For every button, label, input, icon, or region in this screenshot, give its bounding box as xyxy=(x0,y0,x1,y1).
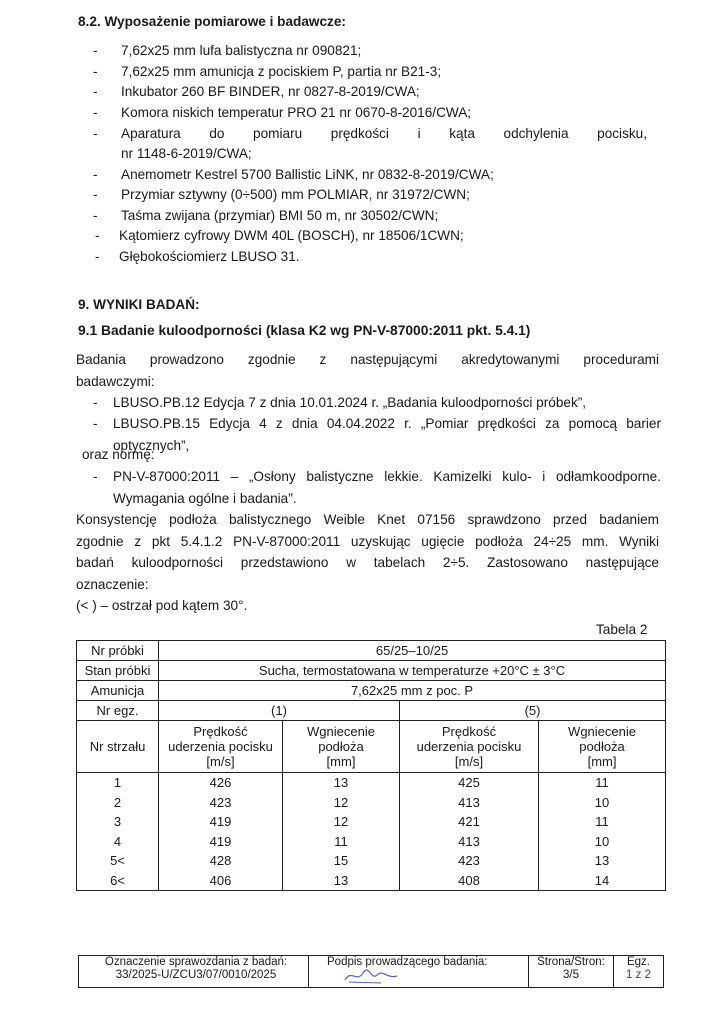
copy-number: (5) xyxy=(400,701,666,721)
header-line: Prędkość xyxy=(441,724,497,739)
velocity-cell: 428 xyxy=(159,851,283,871)
velocity-cell: 413 xyxy=(400,793,539,813)
body-line: oznaczenie: xyxy=(76,576,149,592)
body-line: Konsystencję podłoża balistycznego Weible Knet 07156 sprawdzono przed badaniem xyxy=(76,512,659,527)
table-header-row xyxy=(77,721,666,773)
velocity-cell: 419 xyxy=(159,832,283,852)
page-cell xyxy=(529,956,613,987)
indent-cell: 10 xyxy=(539,793,666,813)
velocity-cell: 406 xyxy=(159,871,283,891)
procedure-line: optycznych”, xyxy=(113,437,190,453)
column-header xyxy=(159,721,283,773)
procedure-line: LBUSO.PB.15 Edycja 4 z dnia 04.04.2022 r. „Pomiar prędkości za pomocą barier xyxy=(113,416,661,431)
list-dash: - xyxy=(93,469,98,484)
table-row xyxy=(77,871,666,891)
list-item-text: Przymiar sztywny (0÷500) mm POLMIAR, nr 31972/CWN; xyxy=(121,187,470,202)
velocity-cell: 423 xyxy=(400,851,539,871)
list-item-text: Komora niskich temperatur PRO 21 nr 0670-8-2016/CWA; xyxy=(121,105,472,120)
procedure-text: LBUSO.PB.12 Edycja 7 z dnia 10.01.2024 r. „Badania kuloodporności próbek”, xyxy=(113,395,587,410)
procedure-text xyxy=(113,413,661,456)
report-number: 33/2025-U/ZCU3/07/0010/2025 xyxy=(115,969,277,981)
list-item-text: Aparatura do pomiaru prędkości i kąta odchylenia pocisku, xyxy=(121,126,647,141)
copy-cell xyxy=(614,956,663,987)
section-9-1-heading: 9.1 Badanie kuloodporności (klasa K2 wg PN-V-87000:2011 pkt. 5.4.1) xyxy=(78,323,531,338)
table-row xyxy=(77,661,666,681)
section-8-2-heading: 8.2. Wyposażenie pomiarowe i badawcze: xyxy=(78,14,346,29)
body-line: zgodnie z pkt 5.4.1.2 PN-V-87000:2011 uzyskując ugięcie podłoża 24÷25 mm. Wyniki xyxy=(76,533,659,549)
header-line: Wgniecenie xyxy=(568,724,636,739)
column-header xyxy=(283,721,400,773)
velocity-cell: 419 xyxy=(159,812,283,832)
header-line: podłoża xyxy=(579,739,625,754)
header-line: [mm] xyxy=(326,754,356,769)
norm-line: PN-V-87000:2011 – „Osłony balistyczne lekkie. Kamizelki kulo- i odłamkoodporne. xyxy=(113,469,661,484)
header-line: podłoża xyxy=(318,739,364,754)
norm-text xyxy=(113,466,661,509)
list-dash: - xyxy=(93,84,98,99)
table-caption: Tabela 2 xyxy=(596,622,648,637)
page-value: 3/5 xyxy=(563,969,579,981)
table-row xyxy=(77,812,666,832)
header-line: uderzenia pocisku xyxy=(168,739,273,754)
norm-intro: oraz normę: xyxy=(82,447,155,462)
signature-cell xyxy=(327,956,507,987)
table-row xyxy=(77,773,666,793)
velocity-cell: 413 xyxy=(400,832,539,852)
list-dash: - xyxy=(93,126,98,141)
header-line: [m/s] xyxy=(206,754,235,769)
results-table xyxy=(76,640,666,891)
indent-cell: 11 xyxy=(539,812,666,832)
footer-divider xyxy=(308,956,309,987)
list-dash: - xyxy=(93,43,98,58)
indent-cell: 12 xyxy=(283,812,400,832)
velocity-cell: 426 xyxy=(159,773,283,793)
list-dash: - xyxy=(93,105,98,120)
list-dash: - xyxy=(93,187,98,202)
table-row xyxy=(77,793,666,813)
table-row xyxy=(77,832,666,852)
list-item-text: nr 1148-6-2019/CWA; xyxy=(121,146,252,161)
list-dash: - xyxy=(93,208,98,223)
body-line: badań kuloodporności przedstawiono w tabelach 2÷5. Zastosowano następujące xyxy=(76,555,659,570)
velocity-cell: 423 xyxy=(159,793,283,813)
table-row xyxy=(77,641,666,661)
column-header xyxy=(539,721,666,773)
shot-number: 5< xyxy=(77,851,159,871)
velocity-cell: 421 xyxy=(400,812,539,832)
page-footer xyxy=(78,955,664,988)
marker-note: (< ) – ostrzał pod kątem 30°. xyxy=(76,598,248,613)
signature-scribble-icon xyxy=(341,967,401,985)
copy-number: (1) xyxy=(159,701,400,721)
row-label: Nr próbki xyxy=(77,641,159,661)
row-label: Nr egz. xyxy=(77,701,159,721)
header-line: uderzenia pocisku xyxy=(416,739,522,754)
indent-cell: 10 xyxy=(539,832,666,852)
indent-cell: 11 xyxy=(283,832,400,852)
row-label: Stan próbki xyxy=(77,661,159,681)
header-line: [m/s] xyxy=(454,754,484,769)
signature-label: Podpis prowadzącego badania: xyxy=(327,956,488,968)
list-dash: - xyxy=(93,64,98,79)
header-line: Wgniecenie xyxy=(307,724,375,739)
report-id-cell xyxy=(84,956,308,987)
table-row xyxy=(77,681,666,701)
shot-number: 1 xyxy=(77,773,159,793)
intro-line: badawczymi: xyxy=(76,373,155,389)
shot-number: 6< xyxy=(77,871,159,891)
column-header xyxy=(400,721,539,773)
copy-value: 1 z 2 xyxy=(626,969,651,981)
list-item-text: Anemometr Kestrel 5700 Ballistic LiNK, nr 0832-8-2019/CWA; xyxy=(121,167,494,182)
intro-line: Badania prowadzono zgodnie z następującymi akredytowanymi procedurami xyxy=(76,352,659,367)
ammunition: 7,62x25 mm z poc. P xyxy=(159,681,666,701)
shot-number: 4 xyxy=(77,832,159,852)
indent-cell: 13 xyxy=(283,871,400,891)
list-item-text: Taśma zwijana (przymiar) BMI 50 m, nr 30502/CWN; xyxy=(121,208,439,223)
norm-line: Wymagania ogólne i badania”. xyxy=(113,490,297,506)
list-item-text: 7,62x25 mm lufa balistyczna nr 090821; xyxy=(121,43,362,58)
intro-paragraph xyxy=(76,349,659,392)
list-item-text: Głębokościomierz LBUSO 31. xyxy=(119,249,300,264)
body-paragraph xyxy=(76,509,659,595)
velocity-cell: 408 xyxy=(400,871,539,891)
list-dash: - xyxy=(93,167,98,182)
indent-cell: 13 xyxy=(283,773,400,793)
list-dash: - xyxy=(95,249,100,264)
row-label: Nr strzału xyxy=(77,721,159,773)
sample-state: Sucha, termostatowana w temperaturze +20°C ± 3°C xyxy=(159,661,666,681)
shot-number: 3 xyxy=(77,812,159,832)
page-label: Strona/Stron: xyxy=(537,956,605,968)
indent-cell: 14 xyxy=(539,871,666,891)
shot-number: 2 xyxy=(77,793,159,813)
table-row xyxy=(77,701,666,721)
indent-cell: 11 xyxy=(539,773,666,793)
list-dash: - xyxy=(93,395,98,410)
report-label: Oznaczenie sprawozdania z badań: xyxy=(104,956,288,968)
list-dash: - xyxy=(93,416,98,431)
velocity-cell: 425 xyxy=(400,773,539,793)
indent-cell: 15 xyxy=(283,851,400,871)
header-line: Prędkość xyxy=(193,724,248,739)
sample-number: 65/25–10/25 xyxy=(159,641,666,661)
list-dash: - xyxy=(95,228,100,243)
table-row xyxy=(77,851,666,871)
list-item-text: Inkubator 260 BF BINDER, nr 0827-8-2019/CWA; xyxy=(121,84,420,99)
row-label: Amunicja xyxy=(77,681,159,701)
header-line: [mm] xyxy=(587,754,617,769)
section-9-heading: 9. WYNIKI BADAŃ: xyxy=(78,297,200,312)
copy-label: Egz. xyxy=(626,956,650,968)
indent-cell: 12 xyxy=(283,793,400,813)
list-item-text: 7,62x25 mm amunicja z pociskiem P, partia nr B21-3; xyxy=(121,64,442,79)
indent-cell: 13 xyxy=(539,851,666,871)
list-item-text: Kątomierz cyfrowy DWM 40L (BOSCH), nr 18506/1CWN; xyxy=(119,228,464,243)
